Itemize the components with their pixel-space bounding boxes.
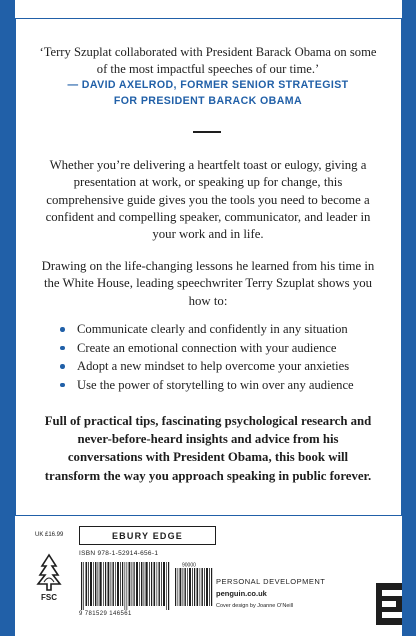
- fsc-label: FSC: [41, 593, 57, 602]
- barcode-addon: 90000: [182, 562, 196, 569]
- attribution-line-2: FOR PRESIDENT BARACK OBAMA: [113, 94, 303, 107]
- fsc-logo-icon: [32, 552, 66, 602]
- bullet-icon: [60, 346, 65, 351]
- blurb-paragraph-1: Whether you’re delivering a heartfelt toast or eulogy, giving a presentation at work, or speaking up for change, this comprehensive guide gives you the tools you need to become a confident and compelling speaker, communicator, and leader in your work and in life.: [45, 158, 371, 242]
- bullet-text: Create an emotional connection with your audience: [77, 340, 337, 355]
- list-item: [60, 320, 390, 339]
- imprint-text: EBURY EDGE: [111, 530, 183, 541]
- cover-design-credit: Cover design by Joanne O’Neill: [216, 603, 294, 609]
- publisher-url: penguin.co.uk: [216, 589, 267, 598]
- bullet-text: Use the power of storytelling to win over any audience: [77, 377, 354, 392]
- bullet-text: Adopt a new mindset to help overcome your anxieties: [77, 359, 350, 373]
- list-item: [60, 357, 390, 376]
- publisher-logo-icon: [376, 583, 402, 625]
- bullet-icon: [60, 364, 65, 369]
- endorsement-quote: ‘Terry Szuplat collaborated with President Barack Obama on some of the most impactful speeches of our time.’: [39, 45, 377, 76]
- blurb-paragraph-2: Drawing on the life-changing lessons he learned from his time in the White House, leading speechwriter Terry Szuplat shows you how to:: [41, 259, 375, 308]
- endorsement-attribution: [38, 78, 378, 109]
- barcode-digits: 9 781529 146561: [79, 611, 132, 617]
- list-item: [60, 376, 390, 395]
- category-label: PERSONAL DEVELOPMENT: [216, 577, 326, 586]
- barcode-icon: [79, 562, 215, 614]
- imprint-logo: [79, 526, 216, 545]
- closing-paragraph: Full of practical tips, fascinating psychological research and never-before-heard insights and advice from his conversations with President Obama, this book will transform the way you approach speaking in public forever.: [44, 414, 372, 483]
- attribution-line-1: — DAVID AXELROD, FORMER SENIOR STRATEGIST: [67, 79, 349, 91]
- isbn-label: ISBN 978-1-52914-656-1: [79, 550, 159, 557]
- list-item: [60, 339, 390, 358]
- section-divider: [193, 131, 221, 133]
- bullet-list: [60, 320, 390, 394]
- bullet-icon: [60, 383, 65, 388]
- price-label: UK £16.99: [35, 532, 64, 538]
- bullet-text: Communicate clearly and confidently in any situation: [77, 322, 348, 336]
- bullet-icon: [60, 327, 65, 332]
